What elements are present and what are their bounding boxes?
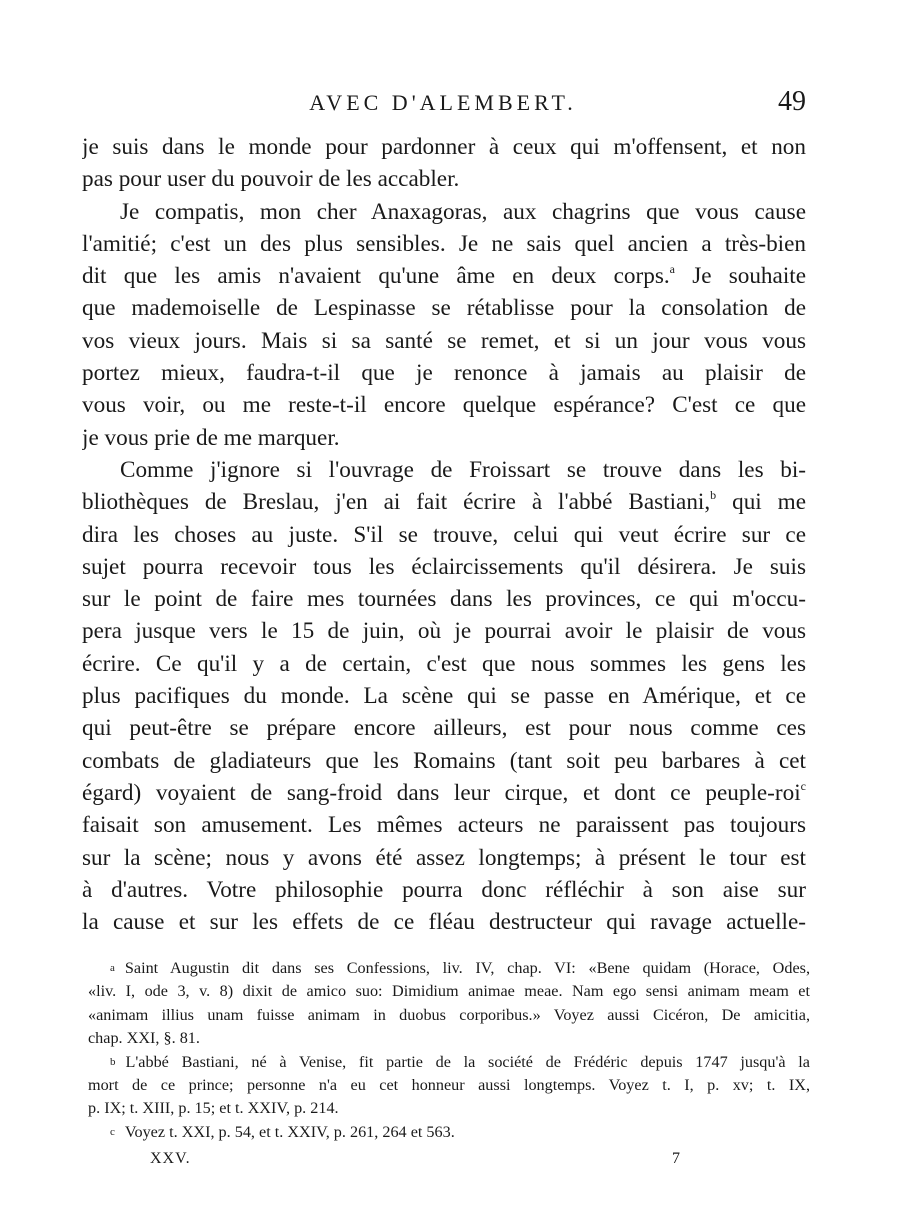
- page-footer: [150, 1150, 680, 1176]
- text-line: je suis dans le monde pour pardonner à ceux qui m'offensent, et non: [82, 134, 806, 160]
- text-line: [82, 486, 806, 518]
- page-header: [80, 84, 806, 124]
- footnote-line: chap. XXI, §. 81.: [88, 1029, 200, 1048]
- text-line: la cause et sur les effets de ce fléau destructeur qui ravage actuelle-: [82, 909, 806, 936]
- note-ref-a: a: [669, 262, 675, 277]
- footnote-line: mort de ce prince; personne n'a eu cet honneur aussi longtemps. Voyez t. I, p. xv; t. IX,: [88, 1075, 810, 1094]
- text-line: que mademoiselle de Lespinasse se rétablisse pour la consolation de: [82, 295, 806, 322]
- text-line: à d'autres. Votre philosophie pourra donc réfléchir à son aise sur: [82, 876, 806, 903]
- page-number: 49: [778, 86, 806, 117]
- text-segment: Je souhaite: [692, 263, 806, 290]
- text-line: pas pour user du pouvoir de les accabler.: [82, 166, 460, 193]
- text-line: l'amitié; c'est un des plus sensibles. Je ne sais quel ancien a très-bien: [82, 230, 806, 257]
- signature-number: 7: [672, 1150, 680, 1167]
- text-line: dira les choses au juste. S'il se trouve, celui qui veut écrire sur ce: [82, 521, 806, 548]
- text-line: pera jusque vers le 15 de juin, où je pourrai avoir le plaisir de vous: [82, 618, 806, 645]
- text-line: sur le point de faire mes tournées dans les provinces, ce qui m'occu-: [82, 586, 806, 613]
- footnote-text: Voyez t. XXI, p. 54, et t. XXIV, p. 261, 264 et 563.: [124, 1122, 455, 1141]
- footnote-line: [88, 1121, 810, 1144]
- footnote-line: «liv. I, ode 3, v. 8) dixit de amico suo: Dimidium animae meae. Nam ego sensi animam meam et: [88, 982, 810, 1001]
- text-line: sujet pourra recevoir tous les éclaircissements qu'il désirera. Je suis: [82, 553, 806, 580]
- text-line: plus pacifiques du monde. La scène qui se passe en Amérique, et ce: [82, 683, 806, 710]
- text-line: [82, 260, 806, 292]
- footnotes: [88, 957, 810, 1144]
- text-segment: égard) voyaient de sang-froid dans leur cirque, et dont ce peuple-roi: [82, 779, 801, 806]
- footnote-line: p. IX; t. XIII, p. 15; et t. XXIV, p. 214.: [88, 1099, 339, 1118]
- footnote-text: Saint Augustin dit dans ses Confessions, liv. IV, chap. VI: «Bene quidam (Horace, Odes,: [124, 959, 810, 977]
- text-line: qui peut-être se prépare encore ailleurs, est pour nous comme ces: [82, 715, 806, 742]
- footnote-mark-b: b: [110, 1055, 116, 1068]
- footnote-line: [88, 957, 810, 980]
- text-segment: bliothèques de Breslau, j'en ai fait écrire à l'abbé Bastiani,: [82, 489, 711, 516]
- footnote-mark-a: a: [110, 962, 115, 974]
- text-line: combats de gladiateurs que les Romains (tant soit peu barbares à cet: [82, 747, 806, 774]
- text-line: faisait son amusement. Les mêmes acteurs ne paraissent pas toujours: [82, 812, 806, 839]
- text-segment: qui me: [732, 489, 806, 516]
- text-line: vos vieux jours. Mais si sa santé se remet, et si un jour vous vous: [82, 327, 806, 354]
- text-line: écrire. Ce qu'il y a de certain, c'est que nous sommes les gens les: [82, 650, 806, 677]
- text-line: [82, 777, 806, 809]
- note-ref-c: c: [800, 778, 806, 793]
- footnote-line: «animam illius unam fuisse animam in duobus corporibus.» Voyez aussi Cicéron, De amicitia,: [88, 1005, 810, 1024]
- text-line: portez mieux, faudra-t-il que je renonce à jamais au plaisir de: [82, 360, 806, 387]
- text-line: je vous prie de me marquer.: [82, 424, 340, 451]
- footnote-text: L'abbé Bastiani, né à Venise, fit partie de la société de Frédéric depuis 1747 jusqu'à la: [125, 1052, 810, 1071]
- text-line: sur la scène; nous y avons été assez longtemps; à présent le tour est: [82, 844, 806, 871]
- signature-mark: XXV.: [150, 1150, 191, 1167]
- letter-body: [82, 131, 806, 938]
- text-segment: dit que les amis n'avaient qu'une âme en deux corps.: [82, 263, 670, 290]
- text-line: Comme j'ignore si l'ouvrage de Froissart se trouve dans les bi-: [120, 456, 806, 483]
- footnote-mark-c: c: [110, 1125, 115, 1138]
- note-ref-b: b: [710, 488, 717, 503]
- text-line: Je compatis, mon cher Anaxagoras, aux chagrins que vous cause: [120, 198, 806, 225]
- running-title: AVEC D'ALEMBERT.: [309, 90, 577, 115]
- text-line: vous voir, ou me reste-t-il encore quelque espérance? C'est ce que: [82, 392, 806, 419]
- footnote-line: [88, 1051, 810, 1074]
